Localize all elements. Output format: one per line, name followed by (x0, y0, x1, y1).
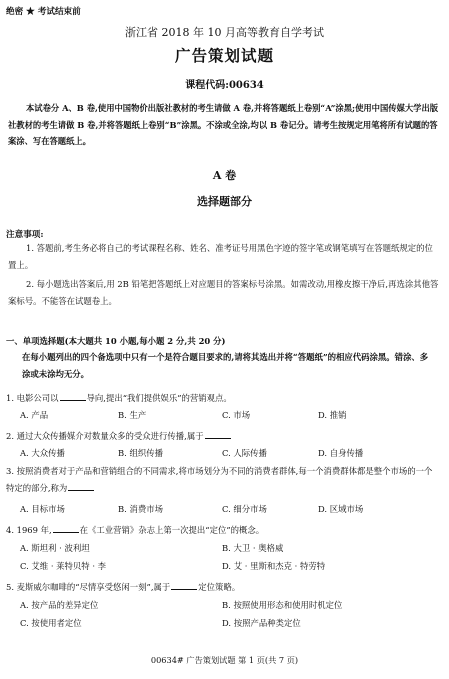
question-4-post: 在《工业营销》杂志上第一次提出“定位”的概念。 (79, 525, 265, 535)
option-3b: B. 消费市场 (118, 504, 163, 514)
exam-line: 浙江省 2018 年 10 月高等教育自学考试 (125, 26, 324, 39)
question-4 (6, 523, 264, 536)
option-1a: A. 产品 (20, 410, 49, 420)
answer-blank (53, 523, 79, 533)
question-3-pre: 3. 按照消费者对于产品和营销组合的不同需求,将市场划分为不同的消费者群体,每一个消费群体都是整个市场的一个特定的部分,称为 (6, 466, 433, 493)
question-2 (6, 429, 232, 442)
confidential-mark: 绝密 ★ 考试结束前 (6, 7, 81, 17)
question-4-pre: 4. 1969 年, (6, 525, 52, 535)
option-3c: C. 细分市场 (222, 504, 267, 514)
answer-blank (205, 429, 231, 439)
question-5-pre: 5. 麦斯威尔咖啡的“尽情享受悠闲一刻”,属于 (6, 582, 171, 592)
answer-blank (68, 481, 94, 491)
question-2-pre: 2. 通过大众传播媒介对数量众多的受众进行传播,属于 (6, 431, 204, 441)
option-4c: C. 艾维 · 莱特贝特 · 李 (20, 561, 107, 571)
question-5 (6, 580, 240, 593)
course-code: 课程代码:00634 (185, 80, 264, 91)
option-3a: A. 目标市场 (20, 504, 65, 514)
option-2d: D. 自身传播 (318, 448, 364, 458)
exam-title: 广告策划试题 (174, 46, 274, 65)
option-1d: D. 推销 (318, 410, 347, 420)
intro-paragraph: 本试卷分 A、B 卷,使用中国物价出版社教材的考生请做 A 卷,并将答题纸上卷别“A”涂黑;使用中国传媒大学出版社教材的考生请做 B 卷,并将答题纸上卷别“B”涂黑。不涂或全涂,均以 B 卷记分。请考生按规定用笔将所有试题的答案涂、写在答题纸上。 (8, 103, 439, 146)
question-1-pre: 1. 电影公司以 (6, 393, 59, 403)
option-5a: A. 按产品的差异定位 (20, 600, 99, 610)
option-4d: D. 艾 · 里斯和杰克 · 特劳特 (222, 561, 326, 571)
option-1c: C. 市场 (222, 410, 251, 420)
page-footer: 00634# 广告策划试题 第 1 页(共 7 页) (150, 655, 299, 665)
answer-blank (60, 391, 86, 401)
question-3 (6, 463, 438, 496)
option-4a: A. 斯坦利 · 波利坦 (20, 543, 90, 553)
question-1-post: 导向,提出“我们提供娱乐”的营销观点。 (86, 393, 232, 403)
option-2b: B. 组织传播 (118, 448, 163, 458)
note-2: 2. 每小题选出答案后,用 2B 铅笔把答题纸上对应题目的答案标号涂黑。如需改动,用橡皮擦干净后,再选涂其他答案标号。不能答在试题卷上。 (8, 279, 439, 306)
section-title: 选择题部分 (197, 195, 252, 208)
option-5b: B. 按照使用形态和使用时机定位 (222, 600, 343, 610)
part1-description: 在每小题列出的四个备选项中只有一个是符合题目要求的,请将其选出并将“答题纸”的相应代码涂黑。错涂、多涂或未涂均无分。 (22, 352, 429, 379)
option-4b: B. 大卫 · 奥格威 (222, 543, 284, 553)
note-1: 1. 答题前,考生务必将自己的考试课程名称、姓名、准考证号用黑色字迹的签字笔或钢笔填写在答题纸规定的位置上。 (8, 243, 433, 270)
answer-blank (171, 580, 197, 590)
question-1 (6, 391, 232, 404)
part1-title: 一、单项选择题(本大题共 10 小题,每小题 2 分,共 20 分) (6, 336, 226, 346)
notes-title: 注意事项: (6, 230, 44, 240)
option-5c: C. 按使用者定位 (20, 618, 82, 628)
question-5-post: 定位策略。 (198, 582, 241, 592)
volume-label: A 卷 (212, 169, 237, 182)
option-1b: B. 生产 (118, 410, 147, 420)
option-3d: D. 区域市场 (318, 504, 364, 514)
option-5d: D. 按照产品种类定位 (222, 618, 301, 628)
option-2a: A. 大众传播 (20, 448, 65, 458)
option-2c: C. 人际传播 (222, 448, 267, 458)
